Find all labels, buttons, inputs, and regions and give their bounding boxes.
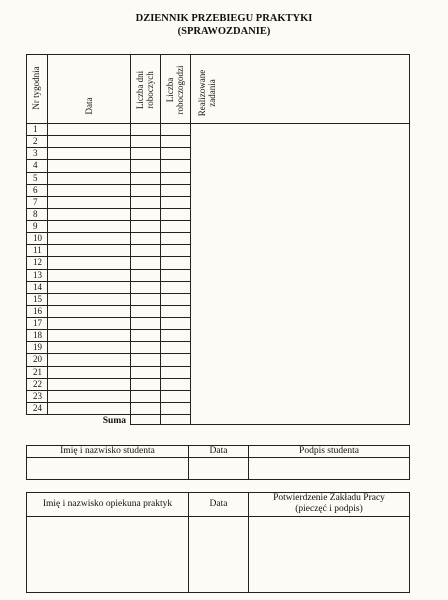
company-stamp-field[interactable] [249,517,409,592]
log-table-tasks-bottom [190,424,410,425]
workhours-cell[interactable] [161,391,190,402]
workdays-cell[interactable] [131,306,160,317]
week-number-cell: 12 [33,257,42,268]
tasks-field[interactable] [191,124,409,424]
document-subtitle: (SPRAWOZDANIE) [177,26,271,37]
workdays-cell[interactable] [131,148,160,159]
week-number-cell: 21 [33,366,42,377]
workhours-cell[interactable] [161,403,190,414]
workhours-cell[interactable] [161,282,190,293]
workhours-cell[interactable] [161,245,190,256]
workdays-cell[interactable] [131,294,160,305]
workhours-cell[interactable] [161,379,190,390]
workhours-cell[interactable] [161,185,190,196]
date-cell[interactable] [48,173,130,184]
workdays-cell[interactable] [131,342,160,353]
workhours-cell[interactable] [161,306,190,317]
workhours-cell[interactable] [161,197,190,208]
workdays-cell[interactable] [131,197,160,208]
week-number-cell: 22 [33,378,42,389]
workdays-cell[interactable] [131,233,160,244]
workdays-cell[interactable] [131,185,160,196]
date-cell[interactable] [48,136,130,147]
header-date: Data [84,97,94,115]
week-number-cell: 23 [33,390,42,401]
workdays-cell[interactable] [131,221,160,232]
workhours-cell[interactable] [161,233,190,244]
week-number-cell: 17 [33,318,42,328]
student-date-field[interactable] [189,458,248,479]
date-cell[interactable] [48,124,130,135]
student-table-right [409,445,410,480]
workdays-cell[interactable] [131,367,160,378]
week-number-cell: 11 [33,245,42,256]
date-cell[interactable] [48,391,130,402]
workdays-cell[interactable] [131,282,160,293]
workhours-cell[interactable] [161,209,190,220]
supervisor-name-label: Imię i nazwisko opiekuna praktyk [42,499,173,509]
sum-workdays-cell[interactable] [131,415,160,424]
student-table-bottom [26,479,410,480]
supervisor-name-field[interactable] [27,517,188,592]
log-table-right-border [409,54,410,424]
header-working-hours: Liczba roboczogodzi [165,65,185,115]
date-cell[interactable] [48,221,130,232]
workhours-cell[interactable] [161,367,190,378]
week-number-cell: 7 [33,196,38,207]
date-cell[interactable] [48,233,130,244]
supervisor-date-label: Data [209,499,228,509]
log-table-top-border [26,54,410,55]
workdays-cell[interactable] [131,270,160,281]
workdays-cell[interactable] [131,136,160,147]
week-number-cell: 16 [33,305,42,316]
week-number-cell: 14 [33,281,42,292]
student-signature-field[interactable] [249,458,409,479]
workdays-cell[interactable] [131,379,160,390]
date-cell[interactable] [48,306,130,317]
workhours-cell[interactable] [161,318,190,329]
student-signature-label: Podpis studenta [299,446,359,456]
workhours-cell[interactable] [161,330,190,341]
week-number-cell: 5 [33,172,38,183]
date-cell[interactable] [48,367,130,378]
workhours-cell[interactable] [161,173,190,184]
supervisor-table-right [409,492,410,593]
date-cell[interactable] [48,185,130,196]
workhours-cell[interactable] [161,148,190,159]
week-number-cell: 18 [33,330,42,341]
week-number-cell: 8 [33,208,38,219]
supervisor-table-bottom [26,592,410,593]
date-cell[interactable] [48,318,130,329]
date-cell[interactable] [48,403,130,414]
week-number-cell: 15 [33,293,42,304]
workdays-cell[interactable] [131,403,160,414]
week-number-cell: 20 [33,354,42,365]
workdays-cell[interactable] [131,124,160,135]
sum-label: Suma [102,416,126,426]
week-number-cell: 24 [33,402,42,413]
workdays-cell[interactable] [131,209,160,220]
week-number-cell: 6 [33,184,38,195]
company-confirmation-line1: Potwierdzenie Zakładu Pracy [273,493,385,503]
date-cell[interactable] [48,342,130,353]
week-number-cell: 4 [33,160,38,171]
date-cell[interactable] [48,379,130,390]
workhours-cell[interactable] [161,257,190,268]
workdays-cell[interactable] [131,160,160,171]
workhours-cell[interactable] [161,270,190,281]
sum-row-bottom [130,424,190,425]
date-cell[interactable] [48,197,130,208]
workhours-cell[interactable] [161,124,190,135]
sum-workhours-cell[interactable] [161,415,190,424]
date-cell[interactable] [48,270,130,281]
date-cell[interactable] [48,330,130,341]
header-tasks: Realizowane zadania [197,69,217,117]
date-cell[interactable] [48,282,130,293]
workhours-cell[interactable] [161,342,190,353]
workdays-cell[interactable] [131,391,160,402]
date-cell[interactable] [48,294,130,305]
header-working-days: Liczba dni roboczych [135,70,155,110]
workhours-cell[interactable] [161,354,190,365]
week-number-cell: 1 [33,124,38,134]
week-number-cell: 13 [33,269,42,280]
header-week-number: Nr tygodnia [31,66,41,110]
date-cell[interactable] [48,148,130,159]
student-name-field[interactable] [27,458,188,479]
workdays-cell[interactable] [131,330,160,341]
workdays-cell[interactable] [131,318,160,329]
date-cell[interactable] [48,209,130,220]
date-cell[interactable] [48,257,130,268]
date-cell[interactable] [48,160,130,171]
workdays-cell[interactable] [131,245,160,256]
workdays-cell[interactable] [131,257,160,268]
workdays-cell[interactable] [131,354,160,365]
workdays-cell[interactable] [131,173,160,184]
document-title: DZIENNIK PRZEBIEGU PRAKTYKI [135,13,313,24]
week-number-cell: 10 [33,233,42,244]
supervisor-date-field[interactable] [189,517,248,592]
week-number-cell: 9 [33,221,38,231]
student-name-label: Imię i nazwisko studenta [60,446,155,456]
student-date-label: Data [209,446,228,456]
date-cell[interactable] [48,354,130,365]
week-number-cell: 3 [33,148,38,159]
company-confirmation-label [249,493,409,515]
date-cell[interactable] [48,245,130,256]
workhours-cell[interactable] [161,221,190,232]
workhours-cell[interactable] [161,160,190,171]
week-number-cell: 2 [33,136,38,147]
company-confirmation-line2: (pieczęć i podpis) [295,504,363,514]
workhours-cell[interactable] [161,294,190,305]
workhours-cell[interactable] [161,136,190,147]
week-number-cell: 19 [33,342,42,353]
page-title [0,12,448,38]
